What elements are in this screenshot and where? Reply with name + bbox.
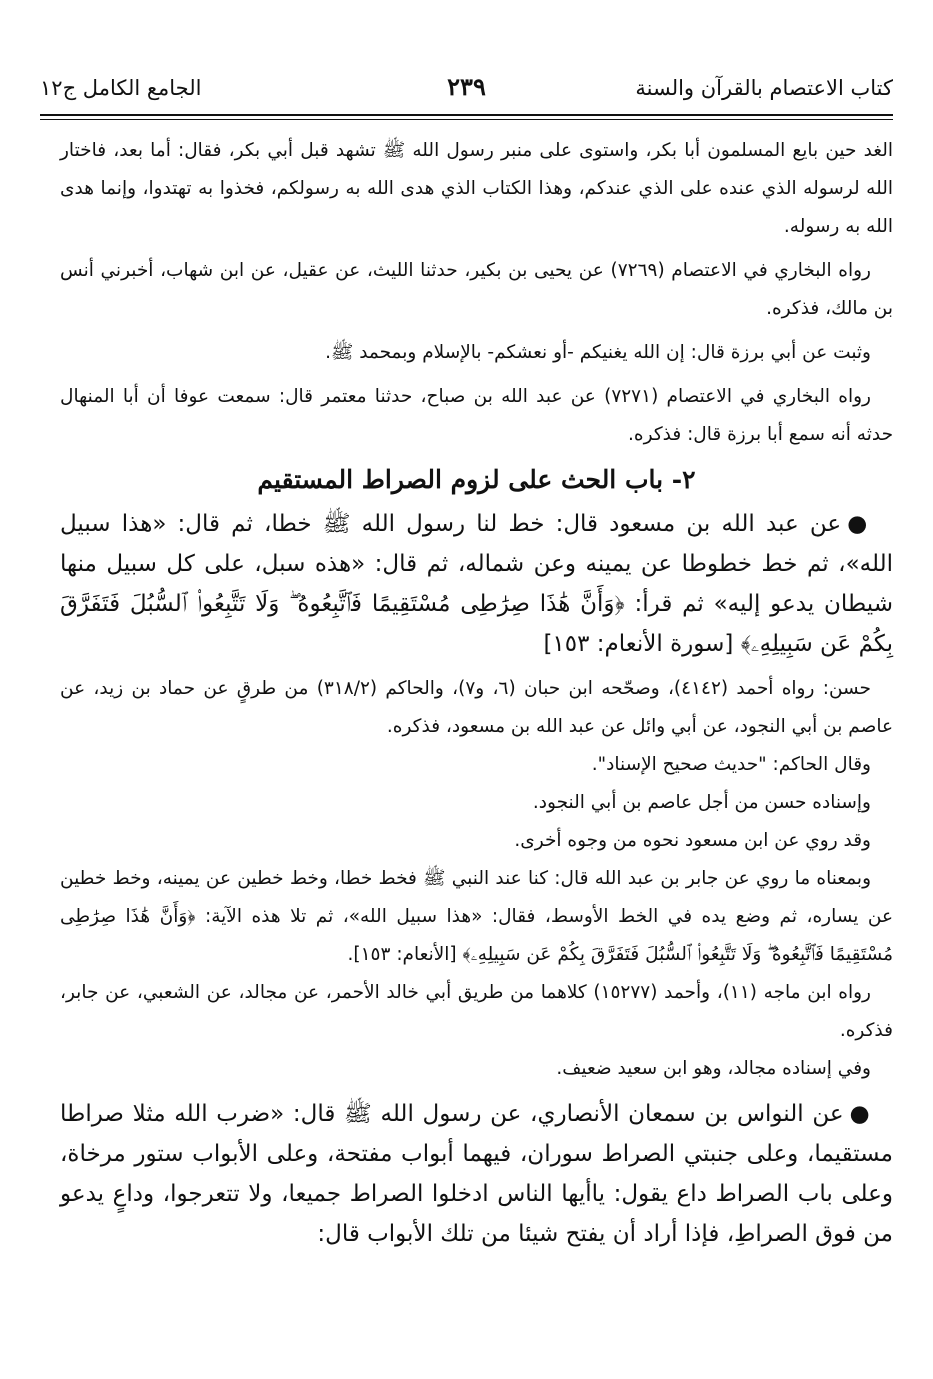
page-number: ٢٣٩ (447, 72, 486, 101)
book-title: كتاب الاعتصام بالقرآن والسنة (635, 76, 893, 100)
header-rule-thin (40, 119, 893, 120)
hadith-text: عن النواس بن سمعان الأنصاري، عن رسول الله ﷺ قال: «ضرب الله مثلا صراطا مستقيما، وعلى جنبتي الصراط سوران، فيهما أبواب مفتحة، وعلى الأبواب ستور مرخاة، وعلى باب الصراط داع يقول: ياأيها الناس ادخلوا الصراط جميعا، ولا تتعرجوا، وداعٍ يدعو من فوق الصراطِ، فإذا أراد أن يفتح شيئا من تلك الأبواب قال: (60, 1101, 893, 1247)
paragraph: رواه البخاري في الاعتصام (٧٢٧١) عن عبد الله بن صباح، حدثنا معتمر قال: سمعت عوفا أن أبا المنهال حدثه أنه سمع أبا برزة قال: فذكره. (60, 386, 893, 445)
paragraph: وثبت عن أبي برزة قال: إن الله يغنيكم -أو نعشكم- بالإسلام وبمحمد ﷺ. (325, 342, 871, 363)
bullet-icon: ● (847, 511, 871, 537)
bullet-icon: ● (849, 1101, 871, 1127)
paragraph: وقد روي عن ابن مسعود نحوه من وجوه أخرى. (514, 830, 871, 851)
paragraph: وإسناده حسن من أجل عاصم بن أبي النجود. (532, 792, 871, 813)
paragraph: رواه ابن ماجه (١١)، وأحمد (١٥٢٧٧) كلاهما من طريق أبي خالد الأحمر، عن مجالد، عن الشعبي، عن جابر، فذكره. (60, 982, 893, 1041)
paragraph: الغد حين بايع المسلمون أبا بكر، واستوى على منبر رسول الله ﷺ تشهد قبل أبي بكر، فقال: أما بعد، فاختار الله لرسوله الذي عنده على الذي عندكم، وهذا الكتاب الذي هدى الله به رسولكم، فخذوا به تهتدوا، وإنما هدى الله به رسوله. (60, 140, 893, 237)
volume-title: الجامع الكامل ج١٢ (40, 76, 202, 100)
hadith-text: عن عبد الله بن مسعود قال: خط لنا رسول الله ﷺ خطا، ثم قال: «هذا سبيل الله»، ثم خط خطوطا عن يمينه وعن شماله، ثم قال: «هذه سبل، على كل سبيل منها شيطان يدعو إليه» ثم قرأ: ﴿وَأَنَّ هَٰذَا صِرَٰطِى مُسْتَقِيمًا فَٱتَّبِعُوهُ ۖ وَلَا تَتَّبِعُوا۟ ٱلسُّبُلَ فَتَفَرَّقَ بِكُمْ عَن سَبِيلِهِۦ﴾ [سورة الأنعام: ١٥٣] (60, 511, 893, 657)
hadith-paragraph (60, 1094, 893, 1254)
section-title: ٢- باب الحث على لزوم الصراط المستقيم (257, 465, 696, 494)
hadith-paragraph (60, 504, 893, 664)
paragraph: حسن: رواه أحمد (٤١٤٢)، وصحّحه ابن حبان (٦، و٧)، والحاكم (٣١٨/٢) من طرقٍ عن حماد بن زيد، عن عاصم بن أبي النجود، عن أبي وائل عن عبد الله بن مسعود، فذكره. (60, 678, 893, 737)
page-header (40, 70, 893, 110)
paragraph: وبمعناه ما روي عن جابر بن عبد الله قال: كنا عند النبي ﷺ فخط خطا، وخط خطين عن يمينه، وخط خطين عن يساره، ثم وضع يده في الخط الأوسط، فقال: «هذا سبيل الله»، ثم تلا هذه الآية: ﴿وَأَنَّ هَٰذَا صِرَٰطِى مُسْتَقِيمًا فَٱتَّبِعُوهُ ۖ وَلَا تَتَّبِعُوا۟ ٱلسُّبُلَ فَتَفَرَّقَ بِكُمْ عَن سَبِيلِهِۦ﴾ [الأنعام: ١٥٣]. (60, 868, 893, 965)
header-rule-thick (40, 114, 893, 116)
paragraph: وفي إسناده مجالد، وهو ابن سعيد ضعيف. (556, 1058, 871, 1079)
main-text (60, 132, 893, 1254)
paragraph: رواه البخاري في الاعتصام (٧٢٦٩) عن يحيى بن بكير، حدثنا الليث، عن عقيل، عن ابن شهاب، أخبرني أنس بن مالك، فذكره. (60, 260, 893, 319)
paragraph: وقال الحاكم: "حديث صحيح الإسناد". (591, 754, 871, 775)
